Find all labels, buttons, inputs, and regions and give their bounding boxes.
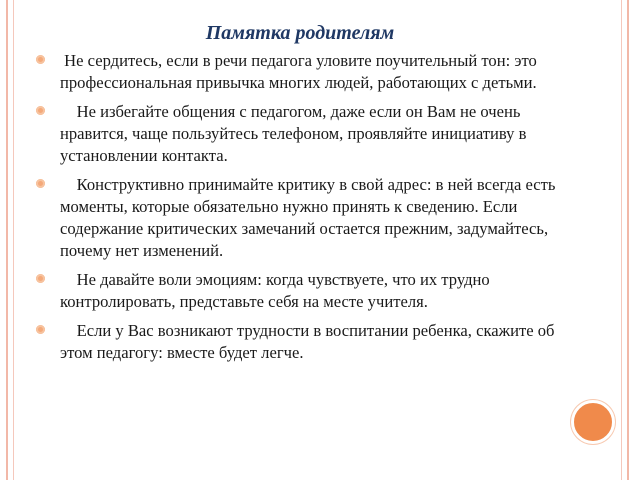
bullet-text: Не избегайте общения с педагогом, даже если он Вам не очень нравится, чаще пользуйтесь телефоном, проявляйте инициативу в установлении контакта. — [60, 102, 531, 165]
bullet-text: Не сердитесь, если в речи педагога уловите поучительный тон: это профессиональная привычка многих людей, работающих с детьми. — [60, 51, 541, 92]
right-border-line — [627, 0, 629, 480]
left-border-line-inner — [13, 0, 14, 480]
slide-title: Памятка родителям — [205, 22, 395, 44]
circle-bullet-icon — [36, 179, 45, 188]
circle-bullet-icon — [36, 274, 45, 283]
left-border-line — [6, 0, 8, 480]
bullet-text: Конструктивно принимайте критику в свой адрес: в ней всегда есть моменты, которые обязательно нужно принять к сведению. Если содержание критических замечаний остается прежним, задумайтесь, почему нет изменений. — [60, 175, 560, 260]
bullet-item — [36, 174, 560, 262]
bullet-item — [36, 269, 556, 313]
bullet-item — [36, 50, 556, 94]
circle-bullet-icon — [36, 55, 45, 64]
circle-bullet-icon — [36, 325, 45, 334]
bullet-item — [36, 320, 559, 364]
decorative-circle-icon — [571, 400, 615, 444]
bullet-text: Не давайте воли эмоциям: когда чувствуете, что их трудно контролировать, представьте себя на месте учителя. — [60, 270, 494, 311]
circle-bullet-icon — [36, 106, 45, 115]
right-border-line-inner — [621, 0, 622, 480]
bullet-item — [36, 101, 556, 167]
bullet-text: Если у Вас возникают трудности в воспитании ребенка, скажите об этом педагогу: вместе будет легче. — [60, 321, 559, 362]
bullet-list — [36, 50, 560, 371]
